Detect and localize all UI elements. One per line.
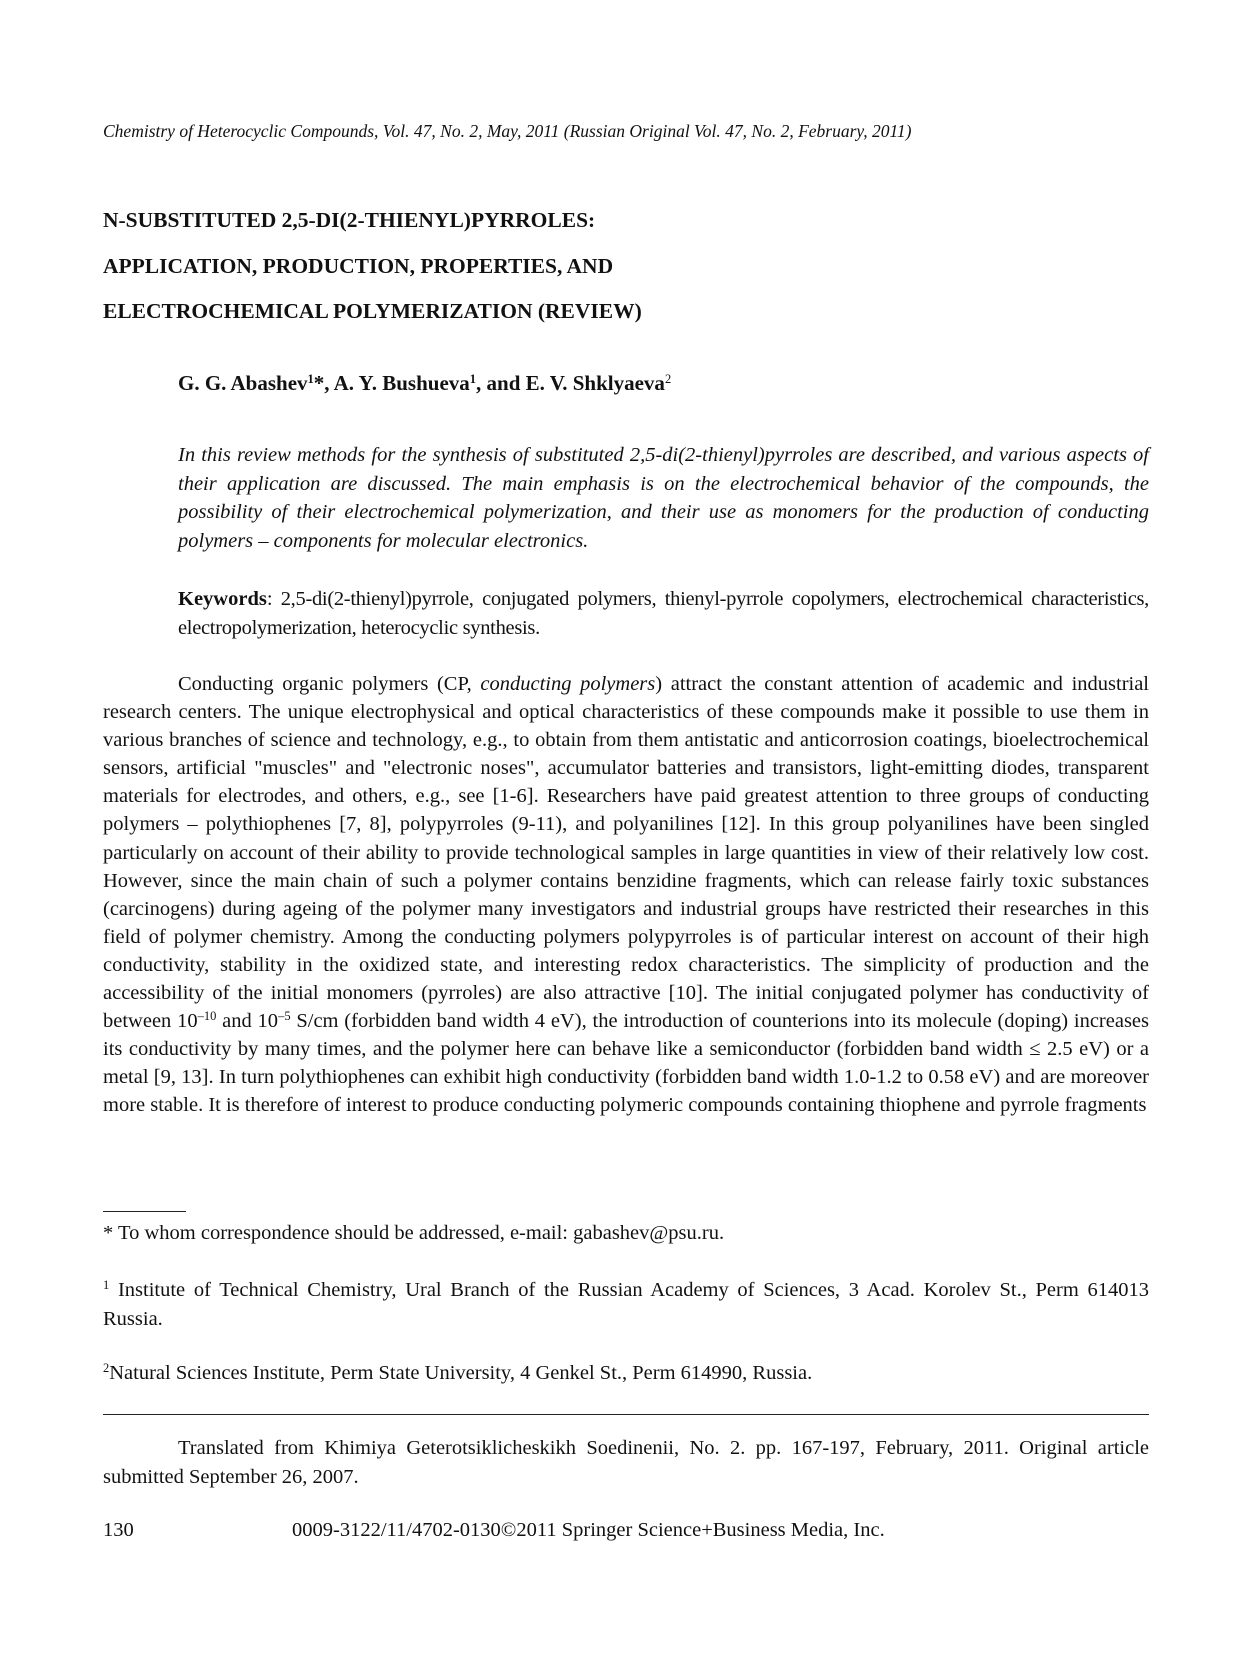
copyright-line: 0009-3122/11/4702-0130©2011 Springer Science+Business Media, Inc.: [292, 1519, 885, 1541]
author-separator: , and: [476, 371, 526, 395]
exponent-2: –5: [278, 1009, 291, 1024]
author-3-affiliation: 2: [664, 372, 672, 386]
body-text-3: and 10: [216, 1010, 279, 1033]
body-term-italic: conducting polymers: [480, 673, 656, 695]
footnote-correspondence: * To whom correspondence should be addressed, e-mail: gabashev@psu.ru.: [103, 1222, 725, 1244]
footnote-2-mark: 2: [103, 1361, 110, 1375]
author-2-affiliation: 1: [469, 372, 477, 386]
title-line-1: N-SUBSTITUTED 2,5-DI(2-THIENYL)PYRROLES:: [103, 208, 596, 232]
footnote-2-text: Natural Sciences Institute, Perm State University, 4 Genkel St., Perm 614990, Russia.: [109, 1362, 813, 1384]
body-text-1: Conducting organic polymers (CP,: [178, 673, 481, 695]
keywords-label: Keywords: [178, 588, 267, 610]
footnote-1-text: Institute of Technical Chemistry, Ural Branch of the Russian Academy of Sciences, 3 Acad. Korolev St., Perm 614013 Russia.: [103, 1279, 1149, 1330]
article-title: [103, 198, 1103, 335]
author-1-name: G. G. Abashev: [178, 371, 308, 395]
footnote-divider: [103, 1211, 186, 1212]
body-paragraph: [103, 670, 1149, 1120]
abstract: In this review methods for the synthesis of substituted 2,5-di(2-thienyl)pyrroles are described, and various aspects of their application are discussed. The main emphasis is on the electrochemical behavior of the compounds, the possibility of their electrochemical polymerization, and their use as monomers for the production of conducting polymers – components for molecular electronics.: [178, 444, 1149, 552]
author-2-name: A. Y. Bushueva: [333, 371, 470, 395]
footnote-affiliation-2: [103, 1359, 1149, 1388]
journal-citation: Chemistry of Heterocyclic Compounds, Vol. 47, No. 2, May, 2011 (Russian Original Vol. 47, No. 2, February, 2011): [103, 121, 912, 141]
footer-divider: [103, 1414, 1149, 1415]
footnote-1-mark: 1: [103, 1278, 110, 1292]
keywords-text: : 2,5-di(2-thienyl)pyrrole, conjugated polymers, thienyl-pyrrole copolymers, electrochemical characteristics, electropolymerization, heterocyclic synthesis.: [178, 588, 1149, 639]
body-text-4: S/cm (forbidden band width 4 eV), the introduction of counterions into its molecule (doping) increases its conductivity by many times, and the polymer here can behave like a semiconductor (forbidden band width ≤ 2.5 eV) or a metal [9, 13]. In turn polythiophenes can exhibit high conductivity (forbidden band width 1.0-1.2 to 0.58 eV) and are moreover more stable. It is therefore of interest to produce conducting polymeric compounds containing thiophene and pyrrole fragments: [103, 1010, 1149, 1117]
author-list: [178, 371, 671, 396]
footnote-affiliation-1: [103, 1276, 1149, 1333]
title-line-2: APPLICATION, PRODUCTION, PROPERTIES, AND: [103, 253, 614, 278]
author-3-name: E. V. Shklyaeva: [525, 371, 665, 395]
author-1-corresponding-mark: *,: [313, 371, 334, 395]
page-number: 130: [103, 1519, 134, 1541]
translation-note: Translated from Khimiya Geterotsiklicheskikh Soedinenii, No. 2. pp. 167-197, February, 2011. Original article submitted September 26, 2007.: [103, 1437, 1149, 1488]
author-1-affiliation: 1: [307, 372, 314, 386]
body-text-2: ) attract the constant attention of academic and industrial research centers. The unique electrophysical and optical characteristics of these compounds make it possible to use them in various branches of science and technology, e.g., to obtain from them antistatic and anticorrosion coatings, bioelectrochemical sensors, artificial "muscles" and "electronic noses", accumulator batteries and transistors, light-emitting diodes, transparent materials for electrodes, and others, e.g., see [1-6]. Researchers have paid greatest attention to three groups of conducting polymers – polythiophenes [7, 8], polypyrroles (9-11), and polyanilines [12]. In this group polyanilines have been singled particularly on account of their ability to provide technological samples in large quantities in view of their relatively low cost. However, since the main chain of such a polymer contains benzidine fragments, which can release fairly toxic substances (carcinogens) during ageing of the polymer many investigators and industrial groups have restricted their researches in this field of polymer chemistry. Among the conducting polymers polypyrroles is of particular interest on account of their high conductivity, stability in the oxidized state, and interesting redox characteristics. The simplicity of production and the accessibility of the initial monomers (pyrroles) are also attractive [10]. The initial conjugated polymer has conductivity of between 10: [103, 673, 1150, 1033]
keywords: [178, 585, 1149, 642]
exponent-1: –10: [197, 1009, 217, 1024]
title-line-3: ELECTROCHEMICAL POLYMERIZATION (REVIEW): [103, 299, 642, 323]
